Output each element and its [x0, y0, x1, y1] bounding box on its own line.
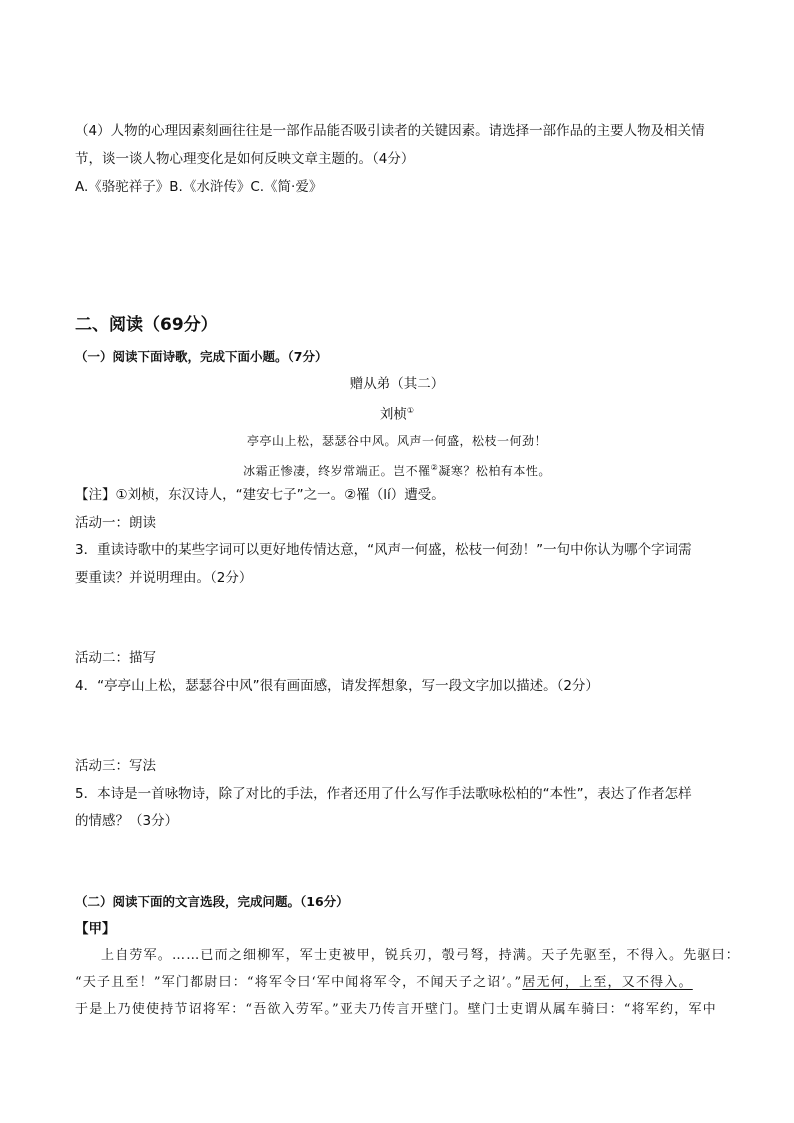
q3-line-2: 要重读？并说明理由。（2分） — [75, 570, 253, 586]
section-title: 二、阅读（69分） — [75, 315, 218, 335]
jia-label: 【甲】 — [75, 921, 116, 937]
passage-line-1: 上自劳军。……已而之细柳军，军士吏被甲，锐兵刃，彀弓弩，持满。天子先驱至，不得入。先驱曰： — [101, 948, 741, 963]
q5-line-1: 5．本诗是一首咏物诗，除了对比的手法，作者还用了什么写作手法歌咏松柏的“本性”，表达了作者怎样 — [75, 786, 692, 802]
part1-heading: （一）阅读下面诗歌，完成下面小题。（7分） — [75, 349, 328, 364]
poem-line-1: 亭亭山上松，瑟瑟谷中风。风声一何盛，松枝一何劲！ — [246, 434, 547, 448]
author-note-mark: ① — [406, 406, 415, 415]
poem-line-2: 冰霜正惨凄，终岁常端正。岂不罹②凝寒？松柏有本性。 — [243, 463, 551, 478]
activity-3: 活动三：写法 — [75, 758, 156, 774]
poem-note: 【注】①刘桢，东汉诗人，“建安七子”之一。②罹（lí）遭受。 — [75, 487, 445, 503]
q5-line-2: 的情感？（3分） — [75, 813, 179, 829]
activity-1: 活动一：朗读 — [75, 515, 156, 531]
poem-note-mark: ② — [430, 463, 439, 472]
q3-line-1: 3．重读诗歌中的某些字词可以更好地传情达意，“风声一何盛，松枝一何劲！”一句中你认为哪个字词需 — [75, 542, 692, 558]
part2-heading: （二）阅读下面的文言选段，完成问题。（16分） — [75, 894, 349, 909]
q4-description: 4．“亭亭山上松，瑟瑟谷中风”很有画面感，请发挥想象，写一段文字加以描述。（2分） — [75, 678, 599, 694]
q4-line-2: 节，谈一谈人物心理变化是如何反映文章主题的。（4分） — [75, 151, 415, 167]
underlined-sentence: 居无何，上至，又不得入。 — [522, 975, 693, 990]
poem-author: 刘桢① — [379, 406, 415, 423]
q4-options: A.《骆驼祥子》B.《水浒传》C.《简·爱》 — [75, 179, 323, 195]
passage-line-2: “天子且至！”军门都尉曰：“将军令曰‘军中闻将军令，不闻天子之诏’。”居无何，上至，又不得入。 — [75, 975, 693, 990]
activity-2: 活动二：描写 — [75, 650, 156, 666]
poem-title: 赠从弟（其二） — [349, 376, 445, 392]
passage-line-3: 于是上乃使使持节诏将军：“吾欲入劳军。”亚夫乃传言开壁门。壁门士吏谓从属车骑曰：“将军约，军中 — [75, 1002, 717, 1017]
q4-line-1: （4）人物的心理因素刻画往往是一部作品能否吸引读者的关键因素。请选择一部作品的主要人物及相关情 — [75, 123, 705, 139]
